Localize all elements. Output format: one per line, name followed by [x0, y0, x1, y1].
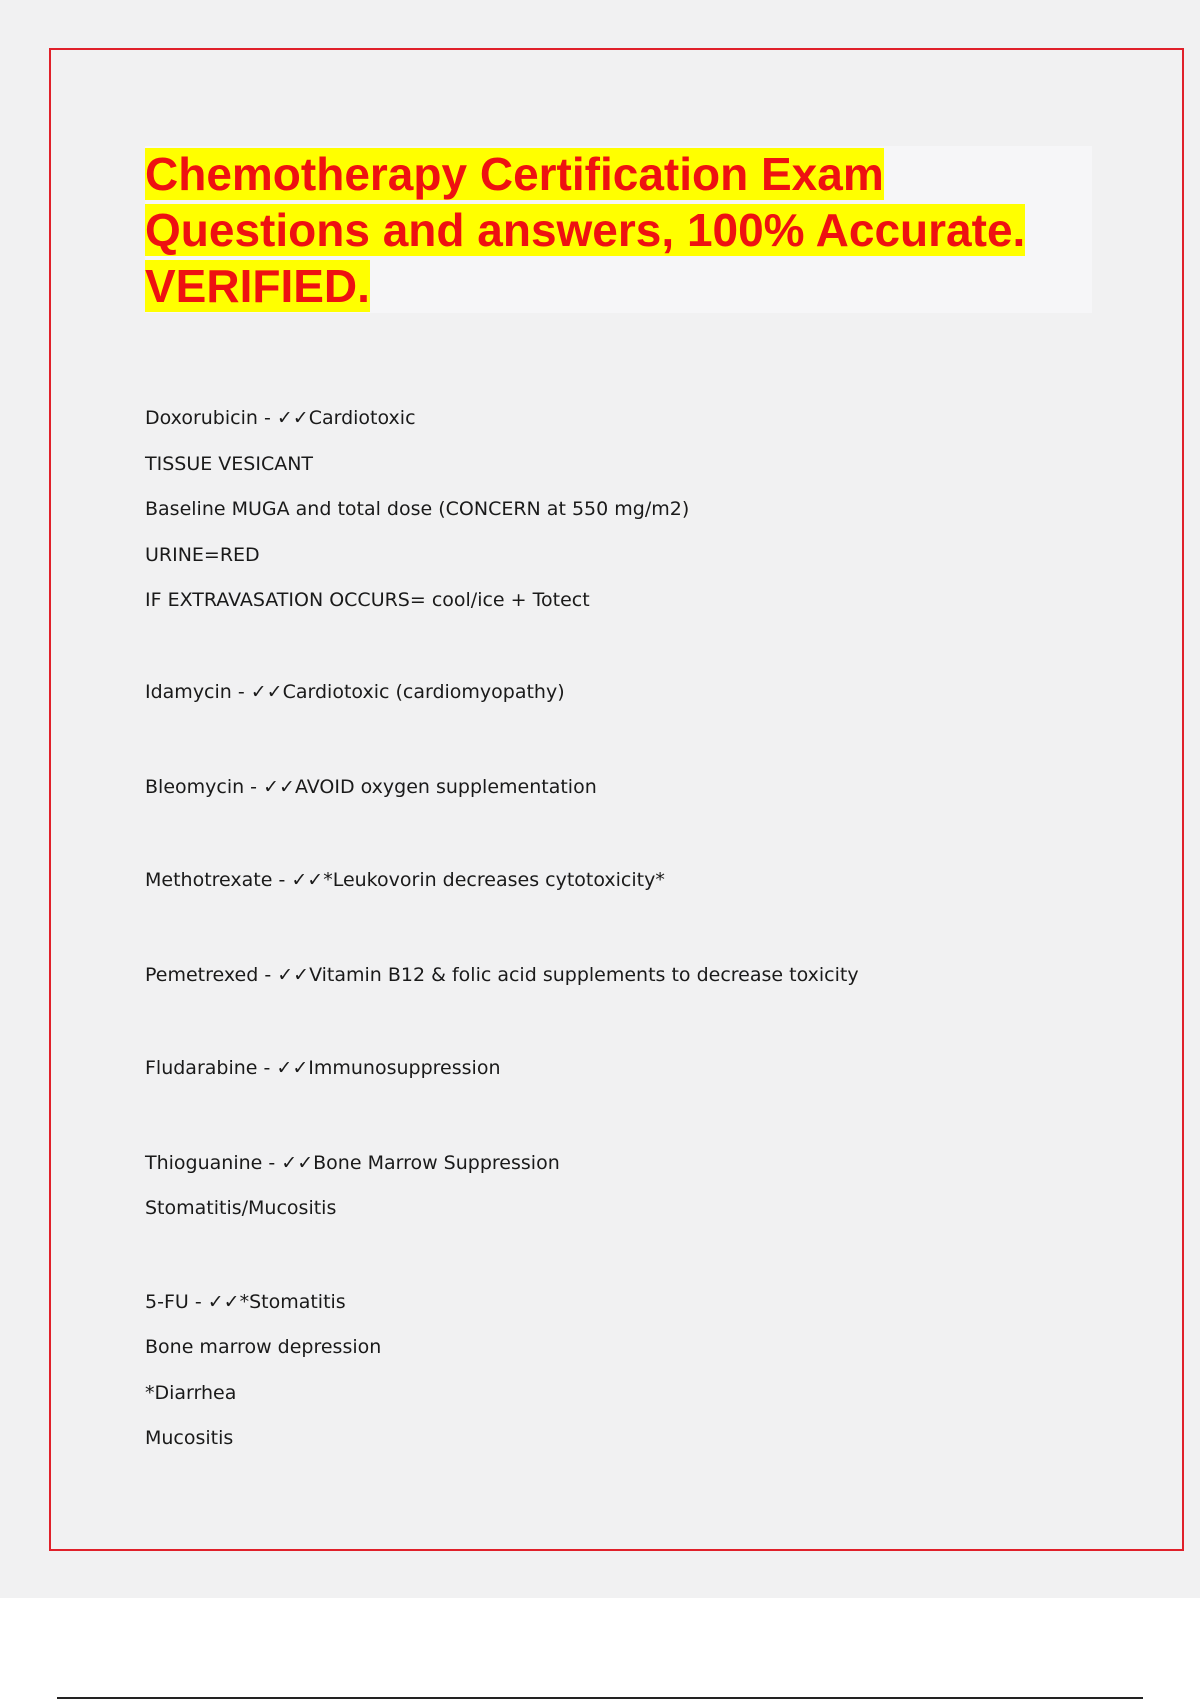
drug-name: Pemetrexed - — [145, 964, 278, 986]
double-check-icon: ✓✓ — [291, 869, 324, 891]
answer-text: Immunosuppression — [308, 1057, 501, 1079]
answer-text: Bone Marrow Suppression — [313, 1152, 560, 1174]
drug-name: Idamycin - — [145, 681, 251, 703]
drug-name: Fludarabine - — [145, 1057, 277, 1079]
answer-text: Vitamin B12 & folic acid supplements to decrease toxicity — [309, 964, 859, 986]
answer-text: AVOID oxygen supplementation — [294, 776, 597, 798]
answer-text: *Stomatitis — [239, 1291, 346, 1313]
double-check-icon: ✓✓ — [207, 1291, 240, 1313]
answer-line: Mucositis — [145, 1427, 234, 1449]
title-line-3: VERIFIED. — [145, 260, 370, 312]
answer-text: Cardiotoxic (cardiomyopathy) — [282, 681, 565, 703]
qa-item-methotrexate — [145, 868, 665, 892]
answer-text: Cardiotoxic — [308, 407, 416, 429]
answer-line: IF EXTRAVASATION OCCURS= cool/ice + Totect — [145, 589, 590, 611]
double-check-icon: ✓✓ — [276, 407, 309, 429]
document-title — [145, 146, 1085, 314]
title-line-2: Questions and answers, 100% Accurate. — [145, 204, 1026, 256]
answer-line: TISSUE VESICANT — [145, 453, 314, 475]
drug-name: Methotrexate - — [145, 869, 292, 891]
qa-item-doxorubicin — [145, 406, 416, 430]
qa-item-pemetrexed — [145, 963, 859, 987]
qa-item-5-fu — [145, 1290, 346, 1314]
double-check-icon: ✓✓ — [276, 1057, 309, 1079]
drug-name: Bleomycin - — [145, 776, 264, 798]
qa-item-fludarabine — [145, 1056, 500, 1080]
answer-text: *Leukovorin decreases cytotoxicity* — [323, 869, 665, 891]
answer-line: URINE=RED — [145, 544, 260, 566]
double-check-icon: ✓✓ — [250, 681, 283, 703]
title-line-1: Chemotherapy Certification Exam — [145, 148, 884, 200]
double-check-icon: ✓✓ — [281, 1152, 314, 1174]
footer-divider — [57, 1697, 1143, 1699]
drug-name: Thioguanine - — [145, 1152, 282, 1174]
answer-line: *Diarrhea — [145, 1382, 237, 1404]
drug-name: 5-FU - — [145, 1291, 208, 1313]
double-check-icon: ✓✓ — [277, 964, 310, 986]
qa-item-idamycin — [145, 680, 565, 704]
answer-line: Baseline MUGA and total dose (CONCERN at 550 mg/m2) — [145, 498, 690, 520]
answer-line: Stomatitis/Mucositis — [145, 1197, 337, 1219]
answer-line: Bone marrow depression — [145, 1336, 382, 1358]
qa-item-bleomycin — [145, 775, 597, 799]
drug-name: Doxorubicin - — [145, 407, 277, 429]
qa-item-thioguanine — [145, 1151, 560, 1175]
double-check-icon: ✓✓ — [263, 776, 295, 798]
